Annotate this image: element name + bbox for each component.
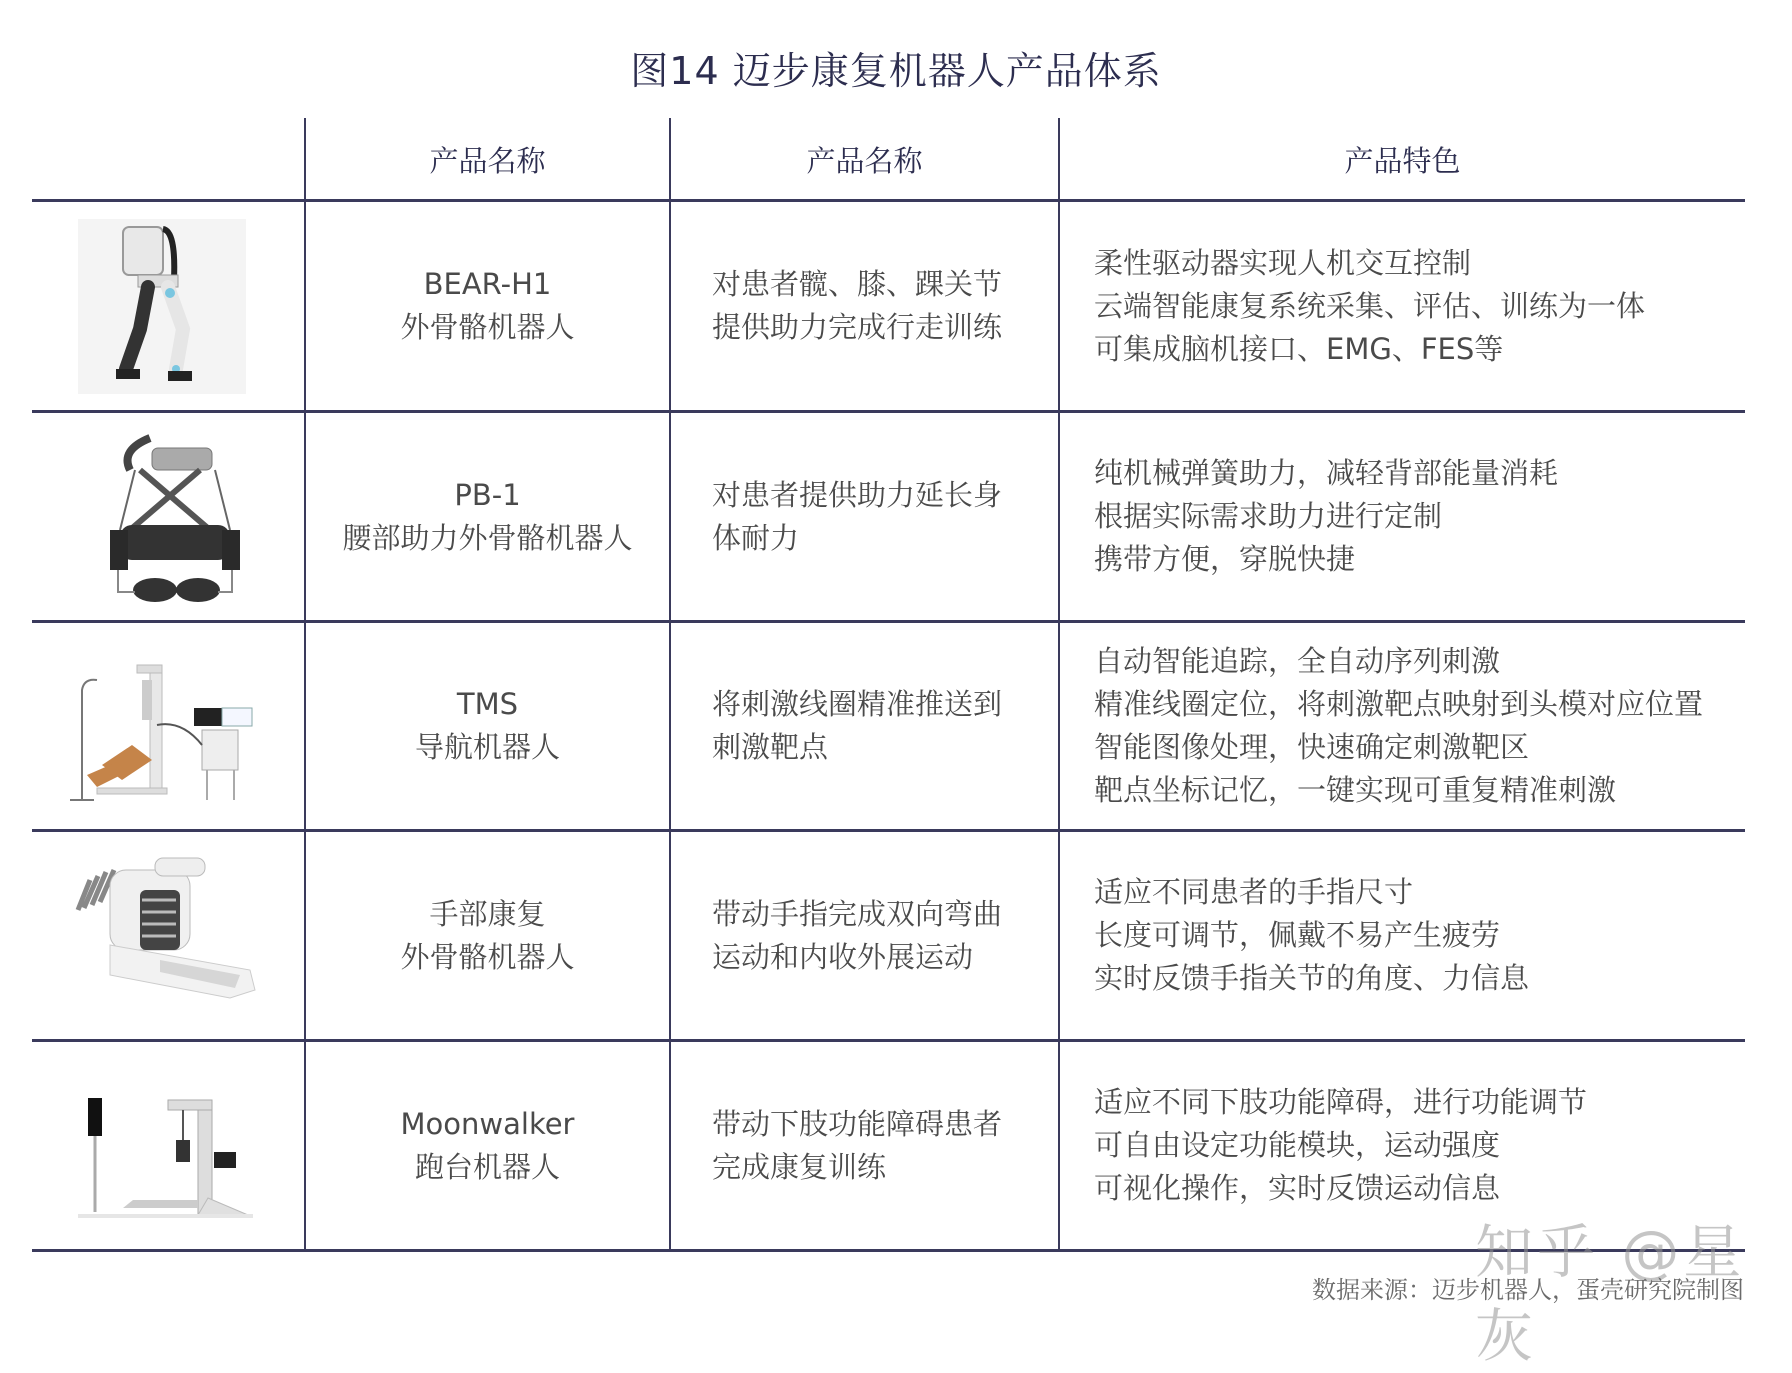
description-line: 带动下肢功能障碍患者 bbox=[712, 1106, 1003, 1141]
description-line: 完成康复训练 bbox=[712, 1149, 887, 1184]
header-product-features: 产品特色 bbox=[1344, 143, 1461, 178]
description-line: 带动手指完成双向弯曲 bbox=[712, 896, 1003, 931]
description-line: 提供助力完成行走训练 bbox=[712, 310, 1003, 344]
product-type: 外骨骼机器人 bbox=[400, 939, 575, 974]
tms-navigation-robot-image bbox=[62, 650, 272, 810]
watermark: 知乎 @星灰 bbox=[1475, 1218, 1746, 1370]
header-image-column bbox=[32, 118, 304, 200]
feature-line: 精准线圈定位，将刺激靶点映射到头模对应位置 bbox=[1094, 687, 1704, 721]
feature-line: 可集成脑机接口、EMG、FES等 bbox=[1094, 331, 1504, 366]
product-type: 跑台机器人 bbox=[414, 1149, 560, 1184]
data-source-note: 数据来源：迈步机器人，蛋壳研究院制图 bbox=[1312, 1276, 1744, 1304]
feature-line: 可视化操作，实时反馈运动信息 bbox=[1094, 1171, 1501, 1205]
feature-line: 靶点坐标记忆，一键实现可重复精准刺激 bbox=[1094, 773, 1617, 807]
product-model: 手部康复 bbox=[429, 896, 546, 931]
header-product-name-2: 产品名称 bbox=[806, 143, 923, 178]
product-description-cell bbox=[712, 413, 1052, 620]
product-name-cell bbox=[306, 202, 669, 410]
product-description-cell bbox=[712, 202, 1052, 410]
product-features-cell bbox=[1094, 623, 1774, 829]
feature-line: 适应不同下肢功能障碍，进行功能调节 bbox=[1094, 1085, 1588, 1119]
product-type: 腰部助力外骨骼机器人 bbox=[342, 520, 633, 555]
product-model: BEAR-H1 bbox=[423, 267, 552, 301]
feature-line: 智能图像处理，快速确定刺激靶区 bbox=[1094, 730, 1530, 764]
product-type: 导航机器人 bbox=[414, 730, 560, 764]
product-description-cell bbox=[712, 623, 1052, 829]
description-line: 对患者髋、膝、踝关节 bbox=[712, 267, 1003, 301]
column-divider bbox=[1058, 118, 1060, 1251]
column-divider bbox=[669, 118, 671, 1251]
description-line: 运动和内收外展运动 bbox=[712, 939, 974, 974]
feature-line: 云端智能康复系统采集、评估、训练为一体 bbox=[1094, 288, 1646, 323]
feature-line: 实时反馈手指关节的角度、力信息 bbox=[1094, 961, 1530, 995]
product-description-cell bbox=[712, 832, 1052, 1039]
exoskeleton-robot-image bbox=[78, 219, 246, 394]
product-model: Moonwalker bbox=[400, 1106, 575, 1141]
feature-line: 适应不同患者的手指尺寸 bbox=[1094, 875, 1414, 909]
product-features-cell bbox=[1094, 832, 1754, 1039]
description-line: 体耐力 bbox=[712, 520, 800, 555]
feature-line: 纯机械弹簧助力，减轻背部能量消耗 bbox=[1094, 456, 1559, 490]
feature-line: 根据实际需求助力进行定制 bbox=[1094, 499, 1443, 533]
product-name-cell bbox=[306, 832, 669, 1039]
feature-line: 长度可调节，佩戴不易产生疲劳 bbox=[1094, 918, 1501, 952]
header-product-name: 产品名称 bbox=[429, 143, 546, 178]
waist-exoskeleton-image bbox=[80, 430, 260, 610]
description-line: 将刺激线圈精准推送到 bbox=[712, 687, 1003, 721]
product-name-cell bbox=[306, 413, 669, 620]
product-model: PB-1 bbox=[454, 477, 521, 512]
feature-line: 自动智能追踪，全自动序列刺激 bbox=[1094, 644, 1501, 678]
product-model: TMS bbox=[456, 687, 519, 721]
description-line: 对患者提供助力延长身 bbox=[712, 477, 1003, 512]
feature-line: 可自由设定功能模块，运动强度 bbox=[1094, 1128, 1501, 1162]
product-name-cell bbox=[306, 623, 669, 829]
product-description-cell bbox=[712, 1042, 1052, 1249]
product-name-cell bbox=[306, 1042, 669, 1249]
product-features-cell bbox=[1094, 413, 1754, 620]
description-line: 刺激靶点 bbox=[712, 730, 829, 764]
treadmill-robot-image bbox=[58, 1080, 268, 1230]
feature-line: 柔性驱动器实现人机交互控制 bbox=[1094, 245, 1472, 280]
product-type: 外骨骼机器人 bbox=[400, 310, 575, 344]
figure-title: 图14 迈步康复机器人产品体系 bbox=[630, 49, 1162, 93]
hand-rehab-robot-image bbox=[70, 850, 270, 1010]
feature-line: 携带方便，穿脱快捷 bbox=[1094, 542, 1356, 576]
product-features-cell bbox=[1094, 202, 1754, 410]
